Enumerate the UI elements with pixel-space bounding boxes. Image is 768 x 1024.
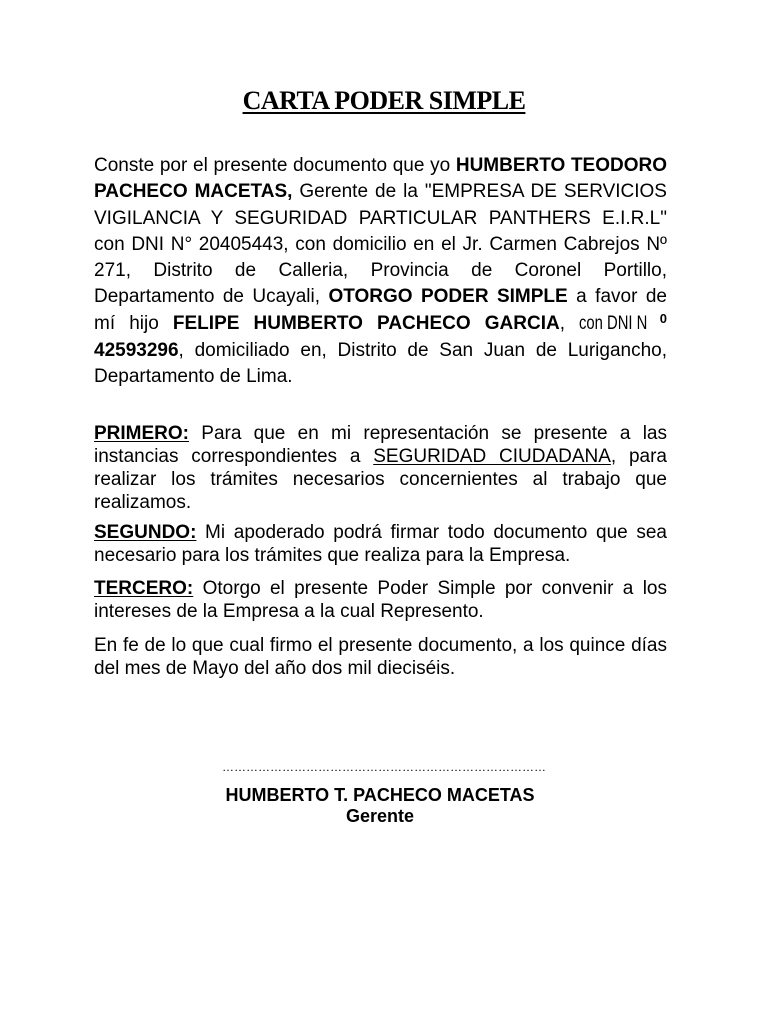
- signature-line: ………………………………………………………………………: [222, 760, 546, 774]
- closing-paragraph: [94, 634, 667, 680]
- grantee-dni: 42593296: [94, 340, 179, 362]
- signatory-name: HUMBERTO T. PACHECO MACETAS: [225, 785, 535, 805]
- grantor-name: HUMBERTO TEODORO PACHECO MACETAS,: [94, 155, 667, 203]
- primero-text-2: , para realizar los trámites necesarios concernientes al trabajo que realizamos.: [94, 446, 667, 513]
- segundo-text: Mi apoderado podrá firmar todo documento que sea necesario para los trámites que realiza para la Empresa.: [94, 522, 667, 566]
- grantee-name: FELIPE HUMBERTO PACHECO GARCIA: [172, 312, 560, 334]
- tercero-text: Otorgo el presente Poder Simple por convenir a los intereses de la Empresa a la cual Represento.: [94, 578, 667, 622]
- degree-superscript: 0: [659, 310, 667, 326]
- document-title: CARTA PODER SIMPLE: [242, 86, 526, 115]
- grant-phrase: OTORGO PODER SIMPLE: [328, 286, 568, 308]
- intro-text-3: a favor de mí hijo: [94, 286, 667, 334]
- closing-text: En fe de lo que cual firmo el presente documento, a los quince días del mes de Mayo del año dos mil dieciséis.: [94, 635, 667, 679]
- intro-text-1: Conste por el presente documento que yo: [94, 155, 456, 176]
- intro-paragraph: [94, 153, 667, 391]
- signatory-role: Gerente: [345, 806, 415, 826]
- clause-segundo: [94, 521, 667, 567]
- clause-label-segundo: SEGUNDO:: [94, 522, 197, 543]
- clause-label-tercero: TERCERO:: [94, 578, 194, 599]
- clause-tercero: [94, 577, 667, 623]
- intro-text-2: Gerente de la "EMPRESA DE SERVICIOS VIGILANCIA Y SEGURIDAD PARTICULAR PANTHERS E.I.R.L" con DNI N° 20405443, con domicilio en el Jr. Carmen Cabrejos Nº 271, Distrito de Calleria, Provincia de Coronel Portillo, Departamento de Ucayali,: [94, 181, 667, 308]
- clause-label-primero: PRIMERO:: [94, 423, 189, 444]
- con-dni-label: con DNI N: [579, 312, 648, 334]
- intro-text-5: , domiciliado en, Distrito de San Juan de Lurigancho, Departamento de Lima.: [94, 340, 667, 388]
- primero-text-1: Para que en mi representación se presente a las instancias correspondientes a: [94, 423, 667, 467]
- clause-primero: [94, 422, 667, 514]
- intro-text-4: ,: [559, 312, 580, 334]
- seguridad-ciudadana-text: SEGURIDAD CIUDADANA: [373, 446, 611, 467]
